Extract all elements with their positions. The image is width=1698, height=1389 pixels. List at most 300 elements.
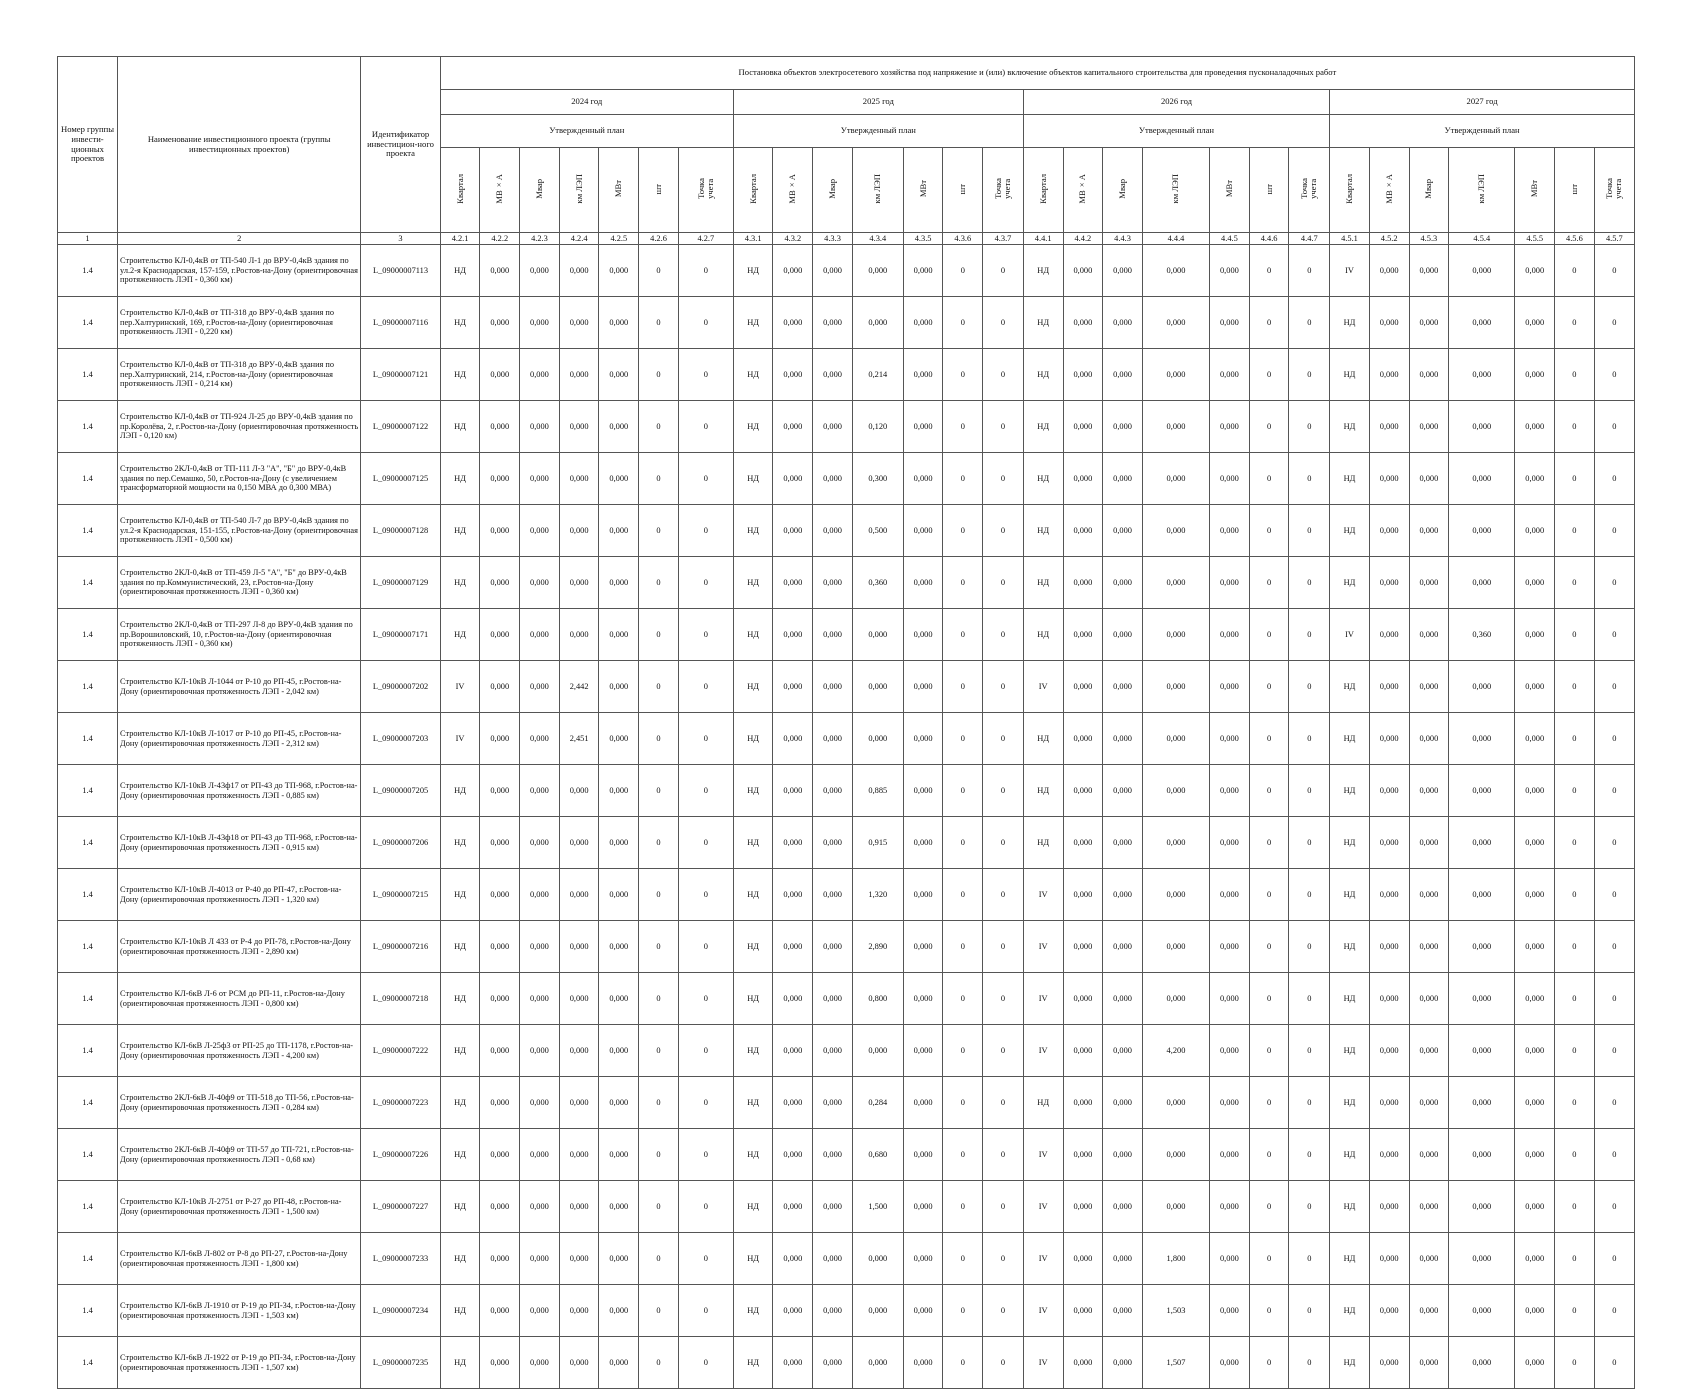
subcolumn-label: Точка учета <box>992 178 1012 200</box>
subcolumn-label: Квартал <box>454 173 465 204</box>
value-cell: 0,000 <box>1142 349 1209 401</box>
value-cell: 0 <box>678 349 733 401</box>
value-cell: НД <box>1023 505 1063 557</box>
value-cell: 0,000 <box>599 557 639 609</box>
group-number-cell: 1.4 <box>58 1129 118 1181</box>
investment-plan-table <box>57 56 1635 1389</box>
value-cell: 0,000 <box>852 297 903 349</box>
value-cell: НД <box>1023 713 1063 765</box>
value-cell: 0,000 <box>1449 453 1515 505</box>
value-cell: 0 <box>983 245 1024 297</box>
col-number: 4.4.2 <box>1063 233 1103 245</box>
value-cell: 0,000 <box>1369 1337 1409 1389</box>
value-cell: 0 <box>1289 713 1330 765</box>
group-number-cell: 1.4 <box>58 1337 118 1389</box>
project-id-cell: L_09000007129 <box>361 557 440 609</box>
value-cell: 0,000 <box>599 609 639 661</box>
value-cell: 0,000 <box>599 1077 639 1129</box>
value-cell: 0,000 <box>1142 973 1209 1025</box>
value-cell: 0 <box>639 661 679 713</box>
value-cell: НД <box>440 557 480 609</box>
value-cell: 0 <box>943 453 983 505</box>
subcolumn-label: МВ×А <box>1077 173 1088 204</box>
value-cell: 0 <box>943 349 983 401</box>
value-cell: 0,000 <box>852 713 903 765</box>
value-cell: НД <box>733 817 773 869</box>
value-cell: 0 <box>1555 1337 1595 1389</box>
project-id-cell: L_09000007203 <box>361 713 440 765</box>
subcolumn-label: Мвар <box>827 178 837 199</box>
value-cell: IV <box>1023 1285 1063 1337</box>
value-cell: 0 <box>943 1337 983 1389</box>
year-header: 2025 год <box>733 90 1023 115</box>
value-cell: 0,000 <box>599 921 639 973</box>
value-cell: 0 <box>639 349 679 401</box>
subcolumn-header <box>983 148 1024 233</box>
value-cell: НД <box>1023 453 1063 505</box>
subcolumn-header <box>733 148 773 233</box>
value-cell: 0 <box>1289 1337 1330 1389</box>
value-cell: 0,000 <box>773 713 813 765</box>
value-cell: 0,000 <box>520 765 560 817</box>
value-cell: 0,000 <box>1210 1181 1250 1233</box>
value-cell: 0 <box>639 453 679 505</box>
value-cell: 0 <box>943 713 983 765</box>
project-name-cell: Строительство 2КЛ-0,4кВ от ТП-459 Л-5 "А", "Б" до ВРУ-0,4кВ здания по пр.Коммунистический, 23, г.Ростов-на-Дону (ориентировочная протяженность ЛЭП - 0,360 км) <box>118 557 361 609</box>
value-cell: 0,000 <box>599 1233 639 1285</box>
value-cell: НД <box>1330 817 1370 869</box>
value-cell: НД <box>1330 453 1370 505</box>
value-cell: 0,000 <box>1369 765 1409 817</box>
value-cell: 0,000 <box>1063 453 1103 505</box>
value-cell: 0,000 <box>1449 765 1515 817</box>
value-cell: 0,000 <box>480 661 520 713</box>
table-row <box>58 1077 1635 1129</box>
header-main-title: Постановка объектов электросетевого хозяйства под напряжение и (или) включение объектов капитального строительства для проведения пусконаладочных работ <box>440 57 1634 90</box>
subcolumn-label: км ЛЭП <box>872 173 883 204</box>
value-cell: 0,000 <box>480 349 520 401</box>
value-cell: 0,000 <box>520 505 560 557</box>
value-cell: 0,000 <box>1142 1077 1209 1129</box>
value-cell: 0,800 <box>852 973 903 1025</box>
value-cell: 0,000 <box>1449 505 1515 557</box>
value-cell: НД <box>1330 1181 1370 1233</box>
value-cell: 0,000 <box>903 869 943 921</box>
group-number-cell: 1.4 <box>58 245 118 297</box>
value-cell: 0,680 <box>852 1129 903 1181</box>
value-cell: 0,000 <box>1409 297 1449 349</box>
value-cell: НД <box>440 973 480 1025</box>
value-cell: 0 <box>1289 349 1330 401</box>
value-cell: 1,507 <box>1142 1337 1209 1389</box>
col-number: 4.3.2 <box>773 233 813 245</box>
value-cell: 0,000 <box>1449 1285 1515 1337</box>
value-cell: НД <box>733 921 773 973</box>
project-name-cell: Строительство 2КЛ-0,4кВ от ТП-111 Л-3 "А", "Б" до ВРУ-0,4кВ здания по пер.Семашко, 50, г.Ростов-на-Дону (с увеличением трансформаторной мощности на 0,150 МВА до 0,300 МВА) <box>118 453 361 505</box>
value-cell: 0,000 <box>903 401 943 453</box>
value-cell: 0 <box>983 921 1024 973</box>
col-number: 4.3.3 <box>813 233 853 245</box>
value-cell: 0,000 <box>1449 401 1515 453</box>
value-cell: НД <box>1330 349 1370 401</box>
subcolumn-header <box>480 148 520 233</box>
project-name-cell: Строительство КЛ-10кВ Л-43ф17 от РП-43 до ТП-968, г.Ростов-на-Дону (ориентировочная протяженность ЛЭП - 0,885 км) <box>118 765 361 817</box>
col-number: 4.5.6 <box>1555 233 1595 245</box>
value-cell: 0,000 <box>773 921 813 973</box>
table-row <box>58 557 1635 609</box>
value-cell: 0,000 <box>1409 453 1449 505</box>
project-name-cell: Строительство 2КЛ-6кВ Л-40ф9 от ТП-57 до ТП-721, г.Ростов-на-Дону (ориентировочная протяженность ЛЭП - 0,68 км) <box>118 1129 361 1181</box>
value-cell: 0,885 <box>852 765 903 817</box>
value-cell: 0 <box>1594 921 1634 973</box>
value-cell: 0 <box>1594 245 1634 297</box>
value-cell: 0 <box>1289 765 1330 817</box>
value-cell: 0 <box>1555 1285 1595 1337</box>
subcolumn-header <box>559 148 599 233</box>
group-number-cell: 1.4 <box>58 817 118 869</box>
value-cell: 0,000 <box>1142 245 1209 297</box>
value-cell: 0,000 <box>903 453 943 505</box>
value-cell: 0,000 <box>559 1337 599 1389</box>
value-cell: IV <box>1330 609 1370 661</box>
value-cell: НД <box>1330 921 1370 973</box>
value-cell: 0,000 <box>1103 453 1143 505</box>
value-cell: 0 <box>943 1129 983 1181</box>
value-cell: 0,000 <box>1409 349 1449 401</box>
value-cell: 0,000 <box>480 505 520 557</box>
value-cell: 0,000 <box>903 1233 943 1285</box>
value-cell: 0,000 <box>813 1181 853 1233</box>
value-cell: 0 <box>943 1025 983 1077</box>
value-cell: 0,000 <box>559 609 599 661</box>
value-cell: 0 <box>1555 1233 1595 1285</box>
value-cell: 0,000 <box>1449 245 1515 297</box>
value-cell: 0,000 <box>1103 1233 1143 1285</box>
project-id-cell: L_09000007215 <box>361 869 440 921</box>
value-cell: 0,000 <box>1063 401 1103 453</box>
subcolumn-label: км ЛЭП <box>1476 173 1487 204</box>
value-cell: НД <box>440 1077 480 1129</box>
col-number: 4.4.3 <box>1103 233 1143 245</box>
value-cell: 0 <box>639 973 679 1025</box>
subcolumn-header <box>440 148 480 233</box>
project-id-cell: L_09000007234 <box>361 1285 440 1337</box>
project-id-cell: L_09000007223 <box>361 1077 440 1129</box>
col-number: 3 <box>361 233 440 245</box>
value-cell: 0 <box>943 765 983 817</box>
value-cell: 0,000 <box>480 921 520 973</box>
value-cell: 0,000 <box>813 505 853 557</box>
value-cell: 0,000 <box>773 1285 813 1337</box>
value-cell: 0 <box>678 661 733 713</box>
value-cell: 0,000 <box>773 1077 813 1129</box>
value-cell: 0,000 <box>813 349 853 401</box>
value-cell: 0,500 <box>852 505 903 557</box>
value-cell: 0,000 <box>1063 817 1103 869</box>
value-cell: 0,000 <box>480 453 520 505</box>
value-cell: НД <box>1023 817 1063 869</box>
project-id-cell: L_09000007171 <box>361 609 440 661</box>
value-cell: IV <box>1023 869 1063 921</box>
value-cell: 0,000 <box>520 713 560 765</box>
value-cell: 0,000 <box>1210 1025 1250 1077</box>
value-cell: НД <box>440 401 480 453</box>
value-cell: 0 <box>1249 505 1289 557</box>
subcolumn-header <box>943 148 983 233</box>
value-cell: 0,000 <box>1515 1233 1555 1285</box>
value-cell: 0 <box>639 297 679 349</box>
value-cell: 0,000 <box>1063 1337 1103 1389</box>
value-cell: 0,000 <box>480 1129 520 1181</box>
value-cell: НД <box>1330 713 1370 765</box>
value-cell: 0,000 <box>1063 1077 1103 1129</box>
subcolumn-header <box>1142 148 1209 233</box>
value-cell: 0,000 <box>1142 713 1209 765</box>
value-cell: 0,000 <box>559 1025 599 1077</box>
value-cell: 0 <box>678 1337 733 1389</box>
value-cell: 0,000 <box>903 1337 943 1389</box>
value-cell: 0 <box>943 973 983 1025</box>
value-cell: 0,000 <box>1515 1285 1555 1337</box>
value-cell: 0,000 <box>1369 713 1409 765</box>
value-cell: 0,000 <box>520 1285 560 1337</box>
value-cell: 0,000 <box>1063 973 1103 1025</box>
col-number: 4.3.1 <box>733 233 773 245</box>
value-cell: 0,000 <box>480 609 520 661</box>
project-id-cell: L_09000007116 <box>361 297 440 349</box>
value-cell: 0 <box>678 921 733 973</box>
value-cell: 0 <box>678 765 733 817</box>
value-cell: 0,000 <box>773 401 813 453</box>
value-cell: 0,000 <box>1210 1285 1250 1337</box>
value-cell: 0,000 <box>903 765 943 817</box>
table-row <box>58 609 1635 661</box>
approved-plan-header: Утвержденный план <box>1330 115 1635 148</box>
investment-plan-sheet <box>57 56 1635 1389</box>
value-cell: 0,000 <box>599 1129 639 1181</box>
value-cell: 0,000 <box>903 1025 943 1077</box>
value-cell: 0 <box>1289 973 1330 1025</box>
project-name-cell: Строительство КЛ-10кВ Л-2751 от Р-27 до РП-48, г.Ростов-на-Дону (ориентировочная протяженность ЛЭП - 1,500 км) <box>118 1181 361 1233</box>
value-cell: 0 <box>943 1181 983 1233</box>
value-cell: IV <box>1023 1129 1063 1181</box>
project-id-cell: L_09000007125 <box>361 453 440 505</box>
value-cell: 0 <box>983 765 1024 817</box>
value-cell: 0 <box>678 713 733 765</box>
subcolumn-header <box>599 148 639 233</box>
value-cell: НД <box>733 869 773 921</box>
value-cell: 0,000 <box>1369 817 1409 869</box>
value-cell: 0,000 <box>1449 1233 1515 1285</box>
col-number: 4.3.6 <box>943 233 983 245</box>
value-cell: 0,000 <box>852 245 903 297</box>
value-cell: IV <box>1023 1025 1063 1077</box>
value-cell: 0,000 <box>599 349 639 401</box>
group-number-cell: 1.4 <box>58 713 118 765</box>
value-cell: 0,000 <box>773 1337 813 1389</box>
subcolumn-label: Точка учета <box>1604 178 1624 200</box>
value-cell: 0,000 <box>773 349 813 401</box>
project-name-cell: Строительство КЛ-6кВ Л-1910 от Р-19 до РП-34, г.Ростов-на-Дону (ориентировочная протяженность ЛЭП - 1,503 км) <box>118 1285 361 1337</box>
value-cell: 0,360 <box>852 557 903 609</box>
value-cell: 0 <box>1594 1181 1634 1233</box>
value-cell: 0,000 <box>1063 869 1103 921</box>
project-id-cell: L_09000007218 <box>361 973 440 1025</box>
value-cell: 0 <box>1594 713 1634 765</box>
value-cell: 0 <box>1594 1337 1634 1389</box>
value-cell: 0,000 <box>1210 817 1250 869</box>
subcolumn-header <box>1289 148 1330 233</box>
col-number: 4.3.4 <box>852 233 903 245</box>
value-cell: 0,000 <box>773 1025 813 1077</box>
approved-plan-header: Утвержденный план <box>440 115 733 148</box>
subcolumn-header <box>1369 148 1409 233</box>
value-cell: 0 <box>1289 401 1330 453</box>
value-cell: НД <box>1330 505 1370 557</box>
value-cell: 0,000 <box>520 1025 560 1077</box>
value-cell: 0 <box>943 245 983 297</box>
value-cell: 0 <box>639 505 679 557</box>
project-name-cell: Строительство КЛ-10кВ Л-43ф18 от РП-43 до ТП-968, г.Ростов-на-Дону (ориентировочная протяженность ЛЭП - 0,915 км) <box>118 817 361 869</box>
subcolumn-label: шт <box>957 183 968 194</box>
value-cell: НД <box>440 1285 480 1337</box>
value-cell: НД <box>1330 297 1370 349</box>
value-cell: 0,000 <box>1449 1129 1515 1181</box>
value-cell: 0,000 <box>1369 557 1409 609</box>
value-cell: НД <box>440 609 480 661</box>
value-cell: 0,000 <box>1515 817 1555 869</box>
value-cell: 0 <box>678 297 733 349</box>
group-number-cell: 1.4 <box>58 661 118 713</box>
value-cell: НД <box>440 1337 480 1389</box>
value-cell: 0,000 <box>1449 557 1515 609</box>
value-cell: НД <box>1330 557 1370 609</box>
value-cell: 0 <box>1249 1285 1289 1337</box>
value-cell: 0 <box>1249 557 1289 609</box>
value-cell: НД <box>440 297 480 349</box>
value-cell: 0 <box>1249 1233 1289 1285</box>
value-cell: 0,000 <box>1409 973 1449 1025</box>
value-cell: 0,000 <box>520 453 560 505</box>
value-cell: 0,000 <box>813 453 853 505</box>
table-row <box>58 713 1635 765</box>
value-cell: 0,000 <box>1210 661 1250 713</box>
value-cell: 0 <box>678 1025 733 1077</box>
value-cell: 0 <box>678 1181 733 1233</box>
value-cell: 0,000 <box>903 1181 943 1233</box>
value-cell: 0,000 <box>559 1285 599 1337</box>
value-cell: 0 <box>1594 557 1634 609</box>
value-cell: 0 <box>1594 661 1634 713</box>
value-cell: 0 <box>678 1285 733 1337</box>
value-cell: 0,000 <box>599 765 639 817</box>
value-cell: 0 <box>1289 453 1330 505</box>
value-cell: 0,000 <box>1210 713 1250 765</box>
value-cell: 0,000 <box>520 1337 560 1389</box>
col-number: 4.2.5 <box>599 233 639 245</box>
value-cell: 0,000 <box>1409 1077 1449 1129</box>
value-cell: 0 <box>1289 1129 1330 1181</box>
value-cell: 0 <box>983 609 1024 661</box>
value-cell: 0,000 <box>559 557 599 609</box>
subcolumn-label: МВт <box>1223 180 1234 198</box>
subcolumn-label: шт <box>652 183 663 194</box>
value-cell: 0,000 <box>1369 1129 1409 1181</box>
value-cell: 0,000 <box>1515 505 1555 557</box>
value-cell: 0,000 <box>1409 557 1449 609</box>
subcolumn-label: шт <box>1263 183 1274 194</box>
value-cell: 0,000 <box>1409 1285 1449 1337</box>
value-cell: 0,000 <box>559 297 599 349</box>
value-cell: 0,000 <box>773 973 813 1025</box>
value-cell: 0,000 <box>520 661 560 713</box>
value-cell: НД <box>733 1337 773 1389</box>
value-cell: 0,000 <box>1142 765 1209 817</box>
value-cell: 0,000 <box>599 869 639 921</box>
value-cell: 0 <box>639 401 679 453</box>
subcolumn-label: Квартал <box>747 173 758 204</box>
value-cell: НД <box>1023 557 1063 609</box>
value-cell: 0,000 <box>813 1285 853 1337</box>
value-cell: 0 <box>983 1285 1024 1337</box>
project-name-cell: Строительство КЛ-0,4кВ от ТП-540 Л-1 до ВРУ-0,4кВ здания по ул.2-я Краснодарская, 157-159, г.Ростов-на-Дону (ориентировочная протяженность ЛЭП - 0,360 км) <box>118 245 361 297</box>
value-cell: 0,000 <box>1103 297 1143 349</box>
value-cell: 0 <box>1249 245 1289 297</box>
value-cell: 0 <box>678 817 733 869</box>
value-cell: 0,000 <box>1210 765 1250 817</box>
project-id-cell: L_09000007202 <box>361 661 440 713</box>
value-cell: 0 <box>1594 973 1634 1025</box>
value-cell: 1,503 <box>1142 1285 1209 1337</box>
value-cell: 0,000 <box>773 1181 813 1233</box>
value-cell: 0,000 <box>480 557 520 609</box>
col-number: 4.5.7 <box>1594 233 1634 245</box>
project-name-cell: Строительство КЛ-10кВ Л 433 от Р-4 до РП-78, г.Ростов-на-Дону (ориентировочная протяженность ЛЭП - 2,890 км) <box>118 921 361 973</box>
subcolumn-header <box>1515 148 1555 233</box>
value-cell: 0,000 <box>559 349 599 401</box>
subcolumn-label: МВ×А <box>494 173 505 204</box>
value-cell: 0 <box>639 557 679 609</box>
col-number: 4.3.5 <box>903 233 943 245</box>
value-cell: 0,000 <box>599 245 639 297</box>
value-cell: НД <box>733 973 773 1025</box>
subcolumn-header <box>903 148 943 233</box>
value-cell: НД <box>733 765 773 817</box>
header-group-number: Номер группы инвести-ционных проектов <box>58 57 118 233</box>
value-cell: 0,000 <box>1210 245 1250 297</box>
subcolumn-header <box>639 148 679 233</box>
value-cell: 0,000 <box>1103 1181 1143 1233</box>
value-cell: 0 <box>1555 297 1595 349</box>
value-cell: 0,000 <box>1515 349 1555 401</box>
value-cell: 0 <box>1555 1077 1595 1129</box>
value-cell: 0 <box>639 817 679 869</box>
value-cell: 0 <box>678 1129 733 1181</box>
value-cell: 0,000 <box>1515 713 1555 765</box>
value-cell: 0,000 <box>1449 297 1515 349</box>
value-cell: 0 <box>943 1285 983 1337</box>
value-cell: 0,000 <box>559 1181 599 1233</box>
value-cell: 0 <box>943 661 983 713</box>
subcolumn-label: МВ×А <box>1383 173 1394 204</box>
value-cell: 0 <box>1289 297 1330 349</box>
value-cell: 0,000 <box>1515 1025 1555 1077</box>
value-cell: НД <box>733 661 773 713</box>
value-cell: НД <box>440 765 480 817</box>
value-cell: 0 <box>1289 817 1330 869</box>
value-cell: 0,000 <box>1142 505 1209 557</box>
project-name-cell: Строительство КЛ-6кВ Л-6 от РСМ до РП-11, г.Ростов-на-Дону (ориентировочная протяженность ЛЭП - 0,800 км) <box>118 973 361 1025</box>
